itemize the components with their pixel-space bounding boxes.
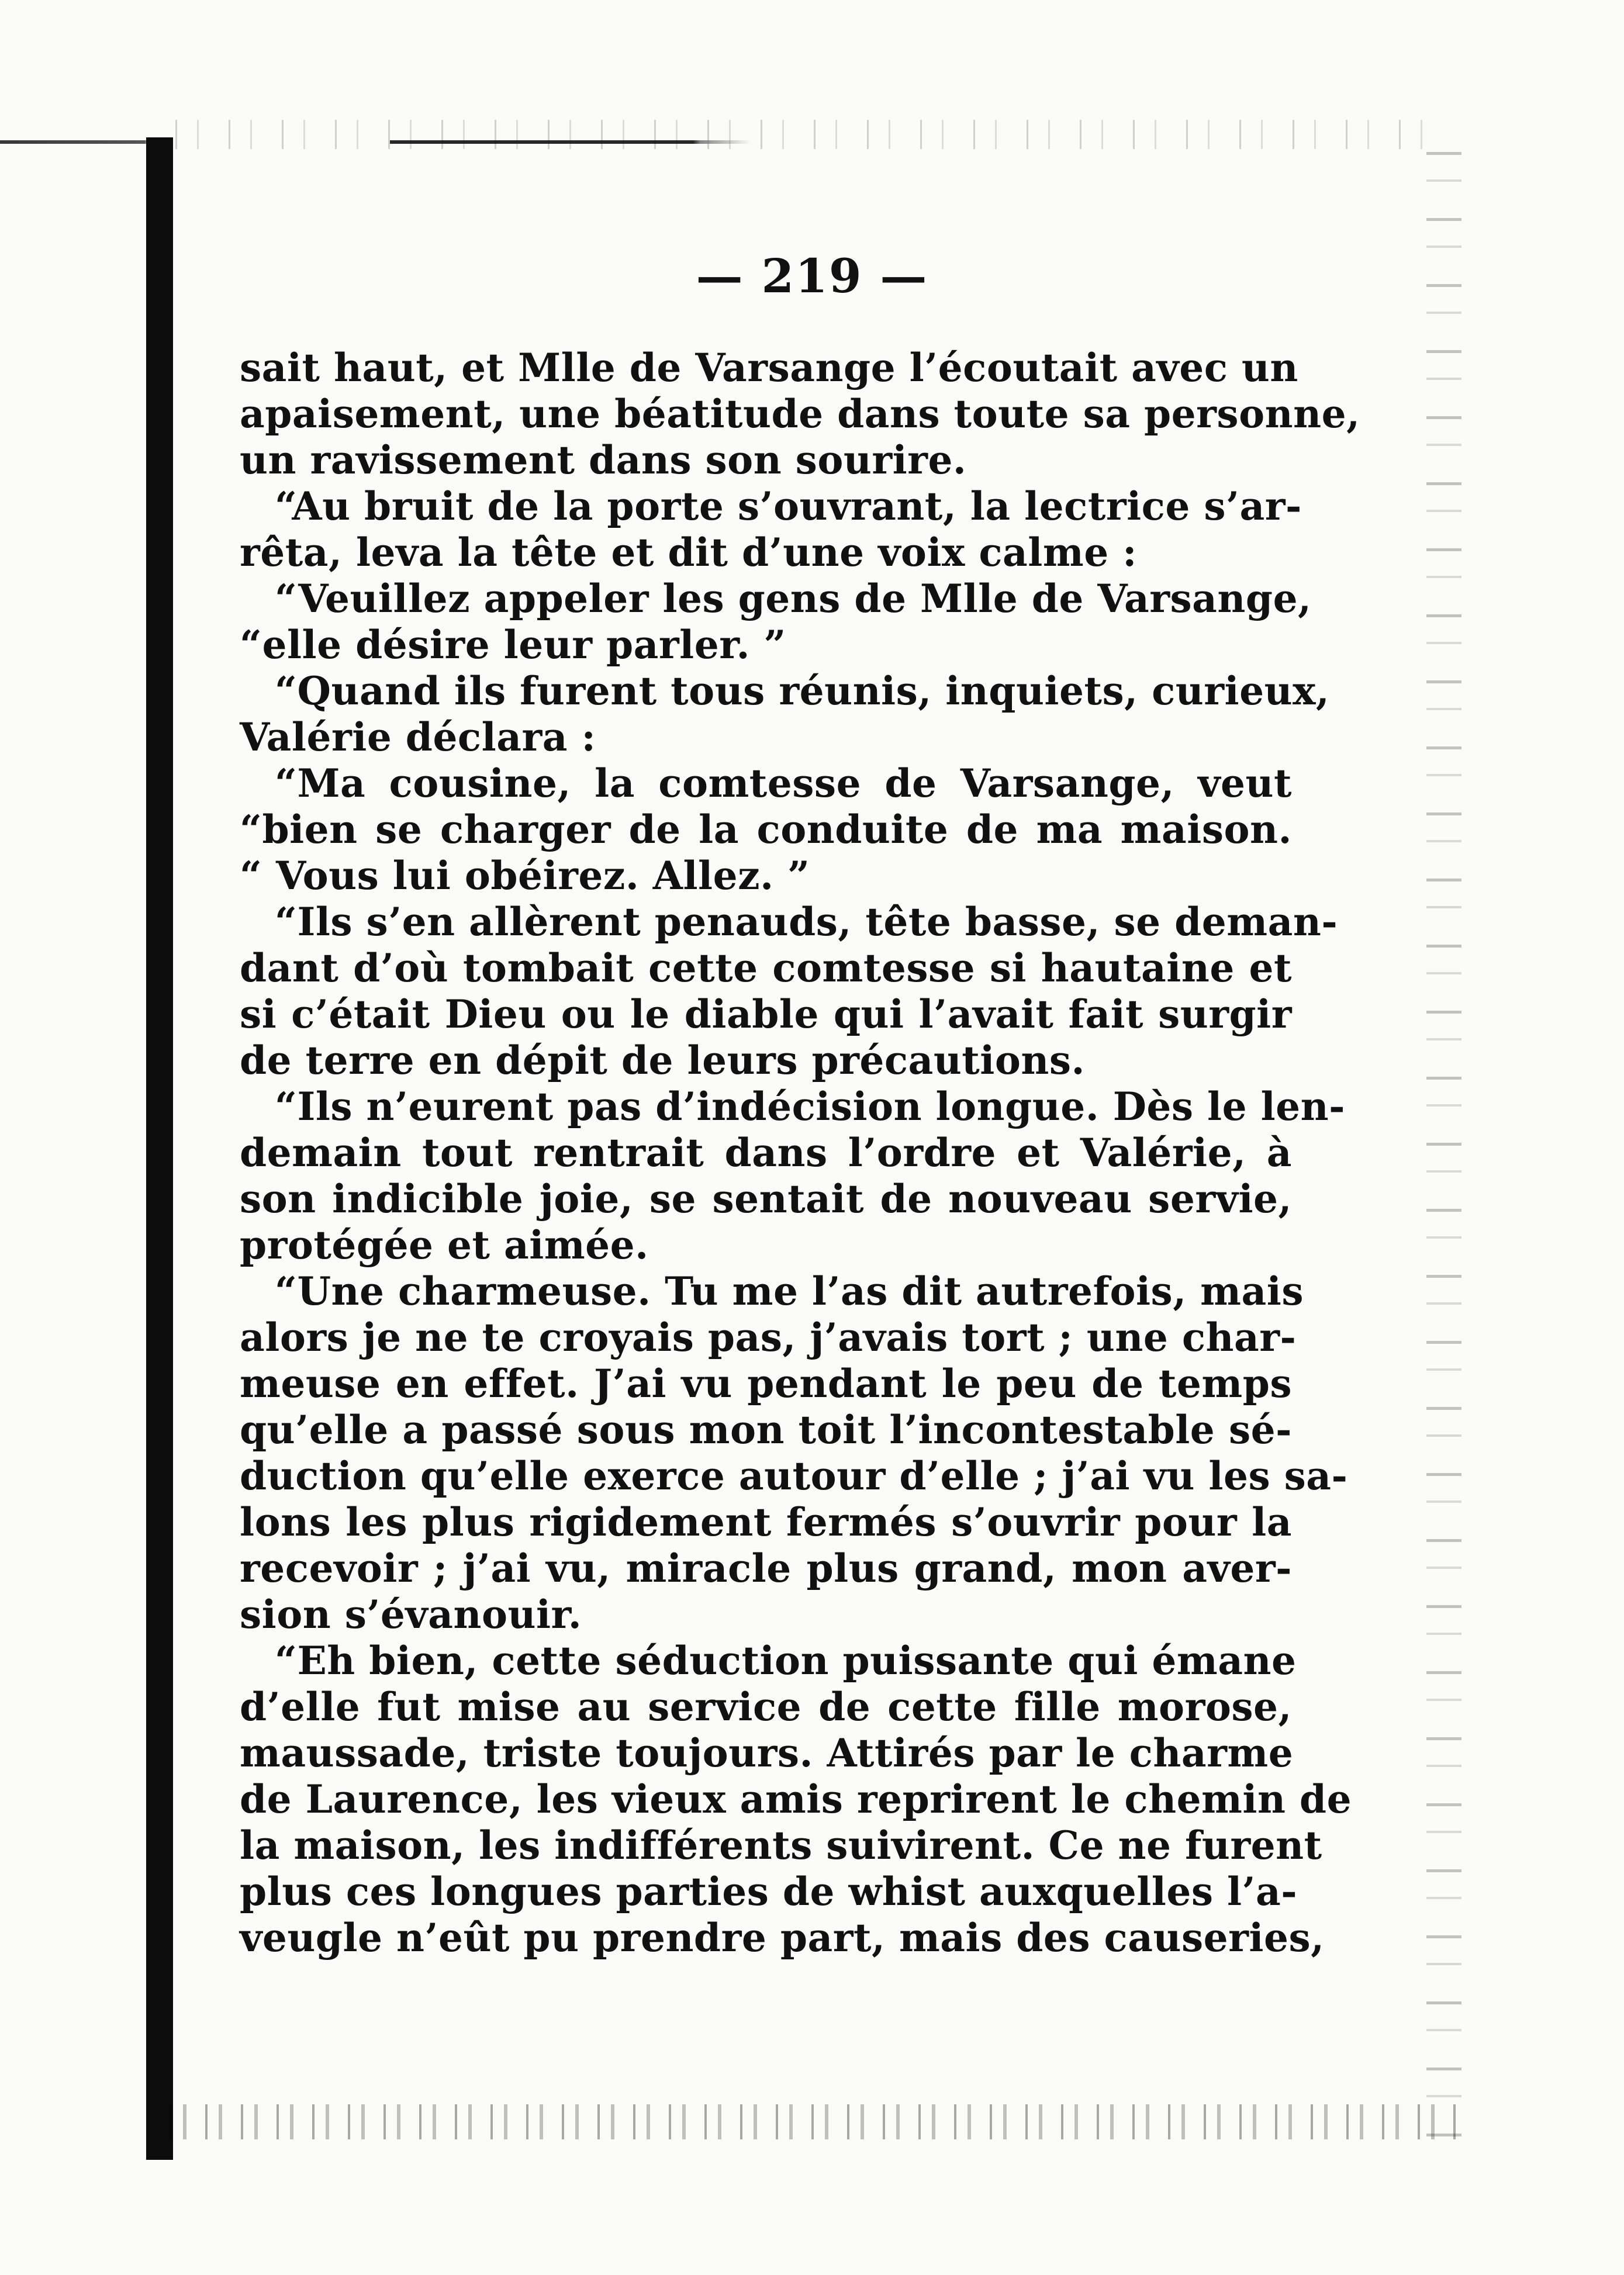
text-line: “elle désire leur parler. ” [240, 622, 786, 668]
text-line: son indicible joie, se sentait de nouveau servie, [240, 1176, 1292, 1222]
text-line: veugle n’eût pu prendre part, mais des causeries, [240, 1915, 1325, 1961]
text-line: “Ma cousine, la comtesse de Varsange, veut [275, 760, 1292, 806]
text-line: Valérie déclara : [240, 714, 596, 760]
binding-edge [146, 137, 173, 2160]
scan-top-edge-artifacts [175, 120, 1450, 149]
text-line: sion s’évanouir. [240, 1592, 582, 1637]
text-line: “Veuillez appeler les gens de Mlle de Varsange, [275, 576, 1312, 621]
text-line: d’elle fut mise au service de cette fille morose, [240, 1684, 1292, 1730]
scan-top-edge [0, 140, 1444, 144]
text-line: maussade, triste toujours. Attirés par le charme [240, 1730, 1294, 1776]
text-line: si c’était Dieu ou le diable qui l’avait fait surgir [240, 991, 1292, 1037]
text-line: “bien se charger de la conduite de ma maison. [240, 807, 1292, 852]
text-line: dant d’où tombait cette comtesse si hautaine et [240, 945, 1292, 991]
text-line: alors je ne te croyais pas, j’avais tort ; une char- [240, 1315, 1297, 1360]
text-line: lons les plus rigidement fermés s’ouvrir pour la [240, 1499, 1292, 1545]
text-line: “ Vous lui obéirez. Allez. ” [240, 853, 810, 898]
text-line: qu’elle a passé sous mon toit l’incontestable sé- [240, 1407, 1292, 1453]
text-line: duction qu’elle exerce autour d’elle ; j’ai vu les sa- [240, 1453, 1348, 1499]
text-line: “Au bruit de la porte s’ouvrant, la lectrice s’ar- [275, 483, 1302, 529]
text-line: meuse en effet. J’ai vu pendant le peu de temps [240, 1361, 1292, 1406]
text-line: de terre en dépit de leurs précautions. [240, 1038, 1086, 1083]
text-line: protégée et aimée. [240, 1222, 649, 1268]
text-line: “Une charmeuse. Tu me l’as dit autrefois, mais [275, 1268, 1304, 1314]
text-line: un ravissement dans son sourire. [240, 437, 967, 483]
text-line: “Ils n’eurent pas d’indécision longue. Dès le len- [275, 1084, 1346, 1129]
text-line: “Quand ils furent tous réunis, inquiets, curieux, [275, 668, 1330, 714]
text-line: “Eh bien, cette séduction puissante qui émane [275, 1638, 1297, 1683]
text-line: sait haut, et Mlle de Varsange l’écoutait avec un [240, 345, 1298, 390]
text-line: de Laurence, les vieux amis reprirent le chemin de [240, 1776, 1352, 1822]
scan-right-edge-artifacts [1426, 152, 1461, 2139]
body-text [240, 345, 1360, 1961]
page-number: — 219 — [696, 248, 928, 303]
text-line: “Ils s’en allèrent penauds, tête basse, se deman- [275, 899, 1338, 945]
text-line: apaisement, une béatitude dans toute sa personne, [240, 391, 1360, 437]
scan-bottom-edge-artifacts [170, 2104, 1461, 2139]
text-line: demain tout rentrait dans l’ordre et Valérie, à [240, 1130, 1292, 1175]
text-line: rêta, leva la tête et dit d’une voix calme : [240, 530, 1138, 575]
text-line: plus ces longues parties de whist auxquelles l’a- [240, 1869, 1298, 1914]
text-line: recevoir ; j’ai vu, miracle plus grand, mon aver- [240, 1546, 1292, 1591]
text-line: la maison, les indifférents suivirent. Ce ne furent [240, 1823, 1322, 1868]
